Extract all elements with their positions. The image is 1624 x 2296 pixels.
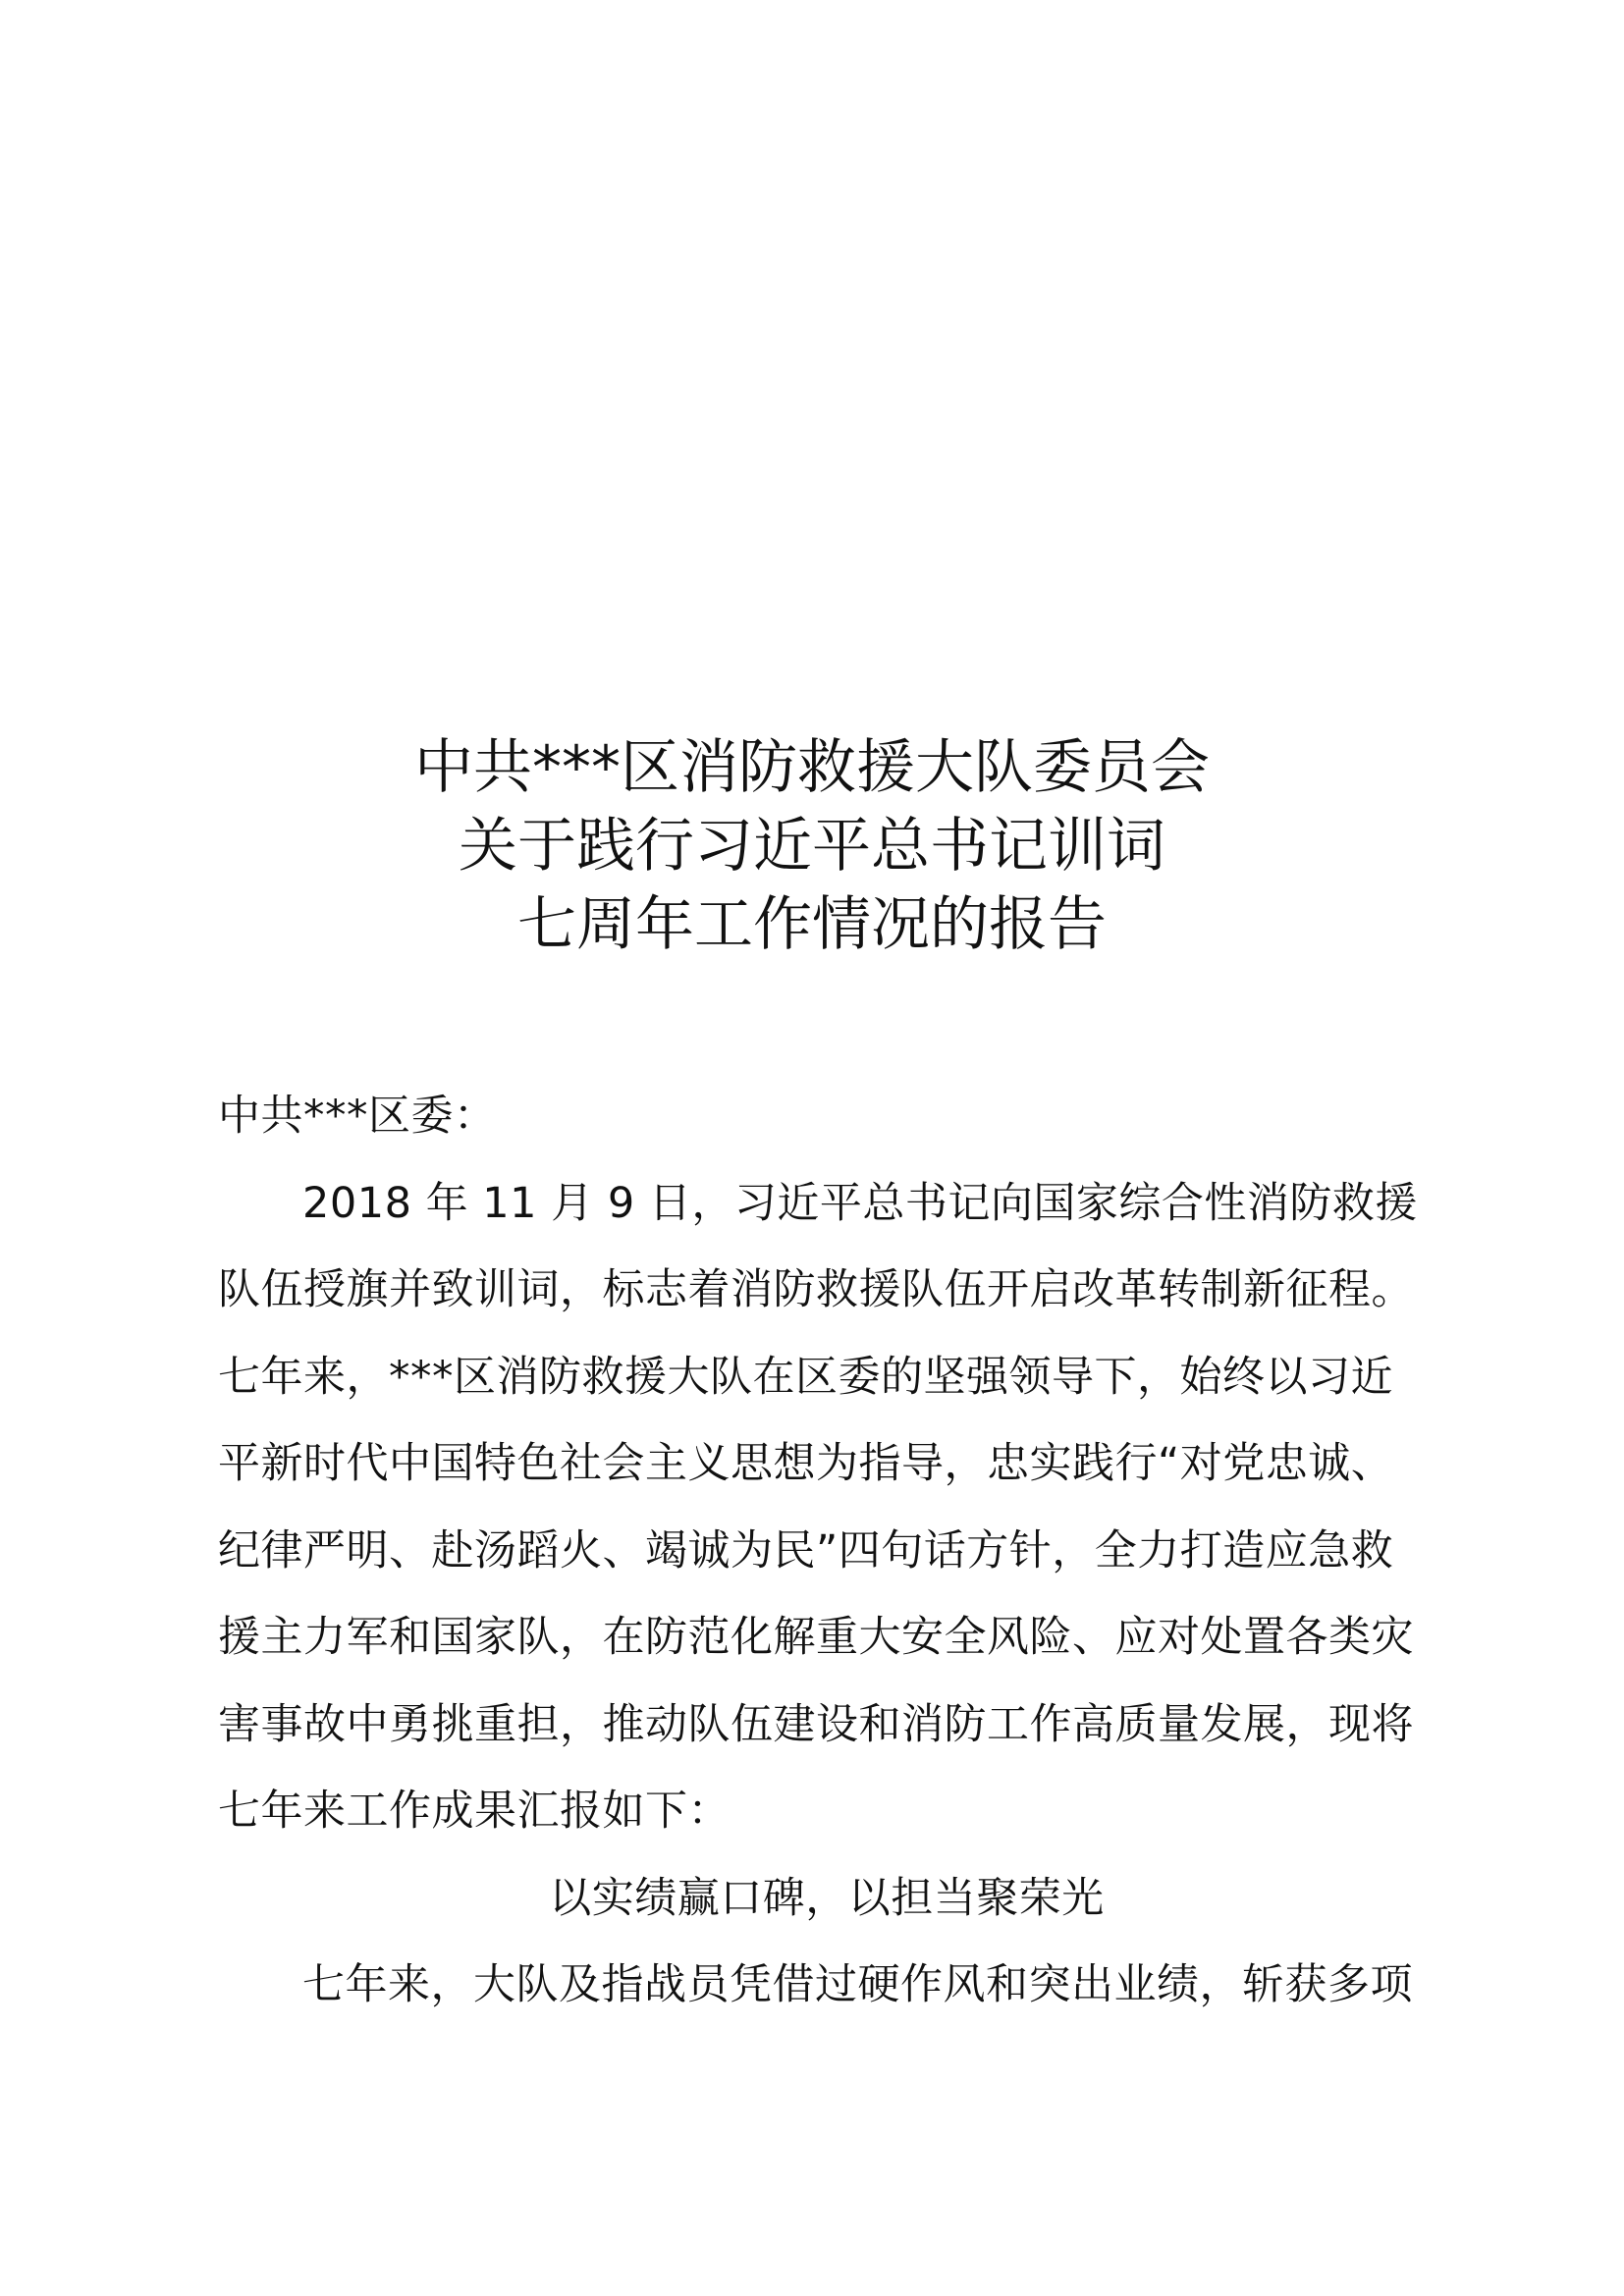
paragraph-line: 2018 年 11 月 9 日，习近平总书记向国家综合性消防救援 — [302, 1178, 1418, 1228]
paragraph-line: 援主力军和国家队，在防范化解重大安全风险、应对处置各类灾 — [218, 1613, 1414, 1662]
section-heading: 以实绩赢口碑，以担当聚荣光 — [549, 1873, 1105, 1923]
paragraph-line: 纪律严明、赴汤蹈火、竭诚为民”四句话方针，全力打造应急救 — [218, 1525, 1394, 1575]
title-line-1: 中共***区消防救援大队委员会 — [414, 733, 1210, 802]
section-paragraph — [218, 1942, 1435, 2029]
paragraph-line: 七年来，大队及指战员凭借过硬作风和突出业绩，斩获多项 — [302, 1960, 1413, 2009]
report-title — [0, 728, 1624, 964]
report-body — [218, 1073, 1435, 2029]
intro-paragraph — [218, 1160, 1435, 1855]
paragraph-line: 队伍授旗并致训词，标志着消防救援队伍开启改革转制新征程。 — [218, 1265, 1414, 1314]
paragraph-line: 平新时代中国特色社会主义思想为指导，忠实践行“对党忠诚、 — [218, 1439, 1394, 1488]
paragraph-line: 七年来，***区消防救援大队在区委的坚强领导下，始终以习近 — [218, 1352, 1393, 1402]
salutation: 中共***区委： — [218, 1092, 497, 1141]
paragraph-line: 七年来工作成果汇报如下： — [218, 1787, 731, 1836]
title-line-3: 七周年工作情况的报告 — [517, 890, 1107, 959]
title-line-2: 关于践行习近平总书记训词 — [459, 812, 1165, 881]
paragraph-line: 害事故中勇挑重担，推动队伍建设和消防工作高质量发展，现将 — [218, 1699, 1414, 1749]
